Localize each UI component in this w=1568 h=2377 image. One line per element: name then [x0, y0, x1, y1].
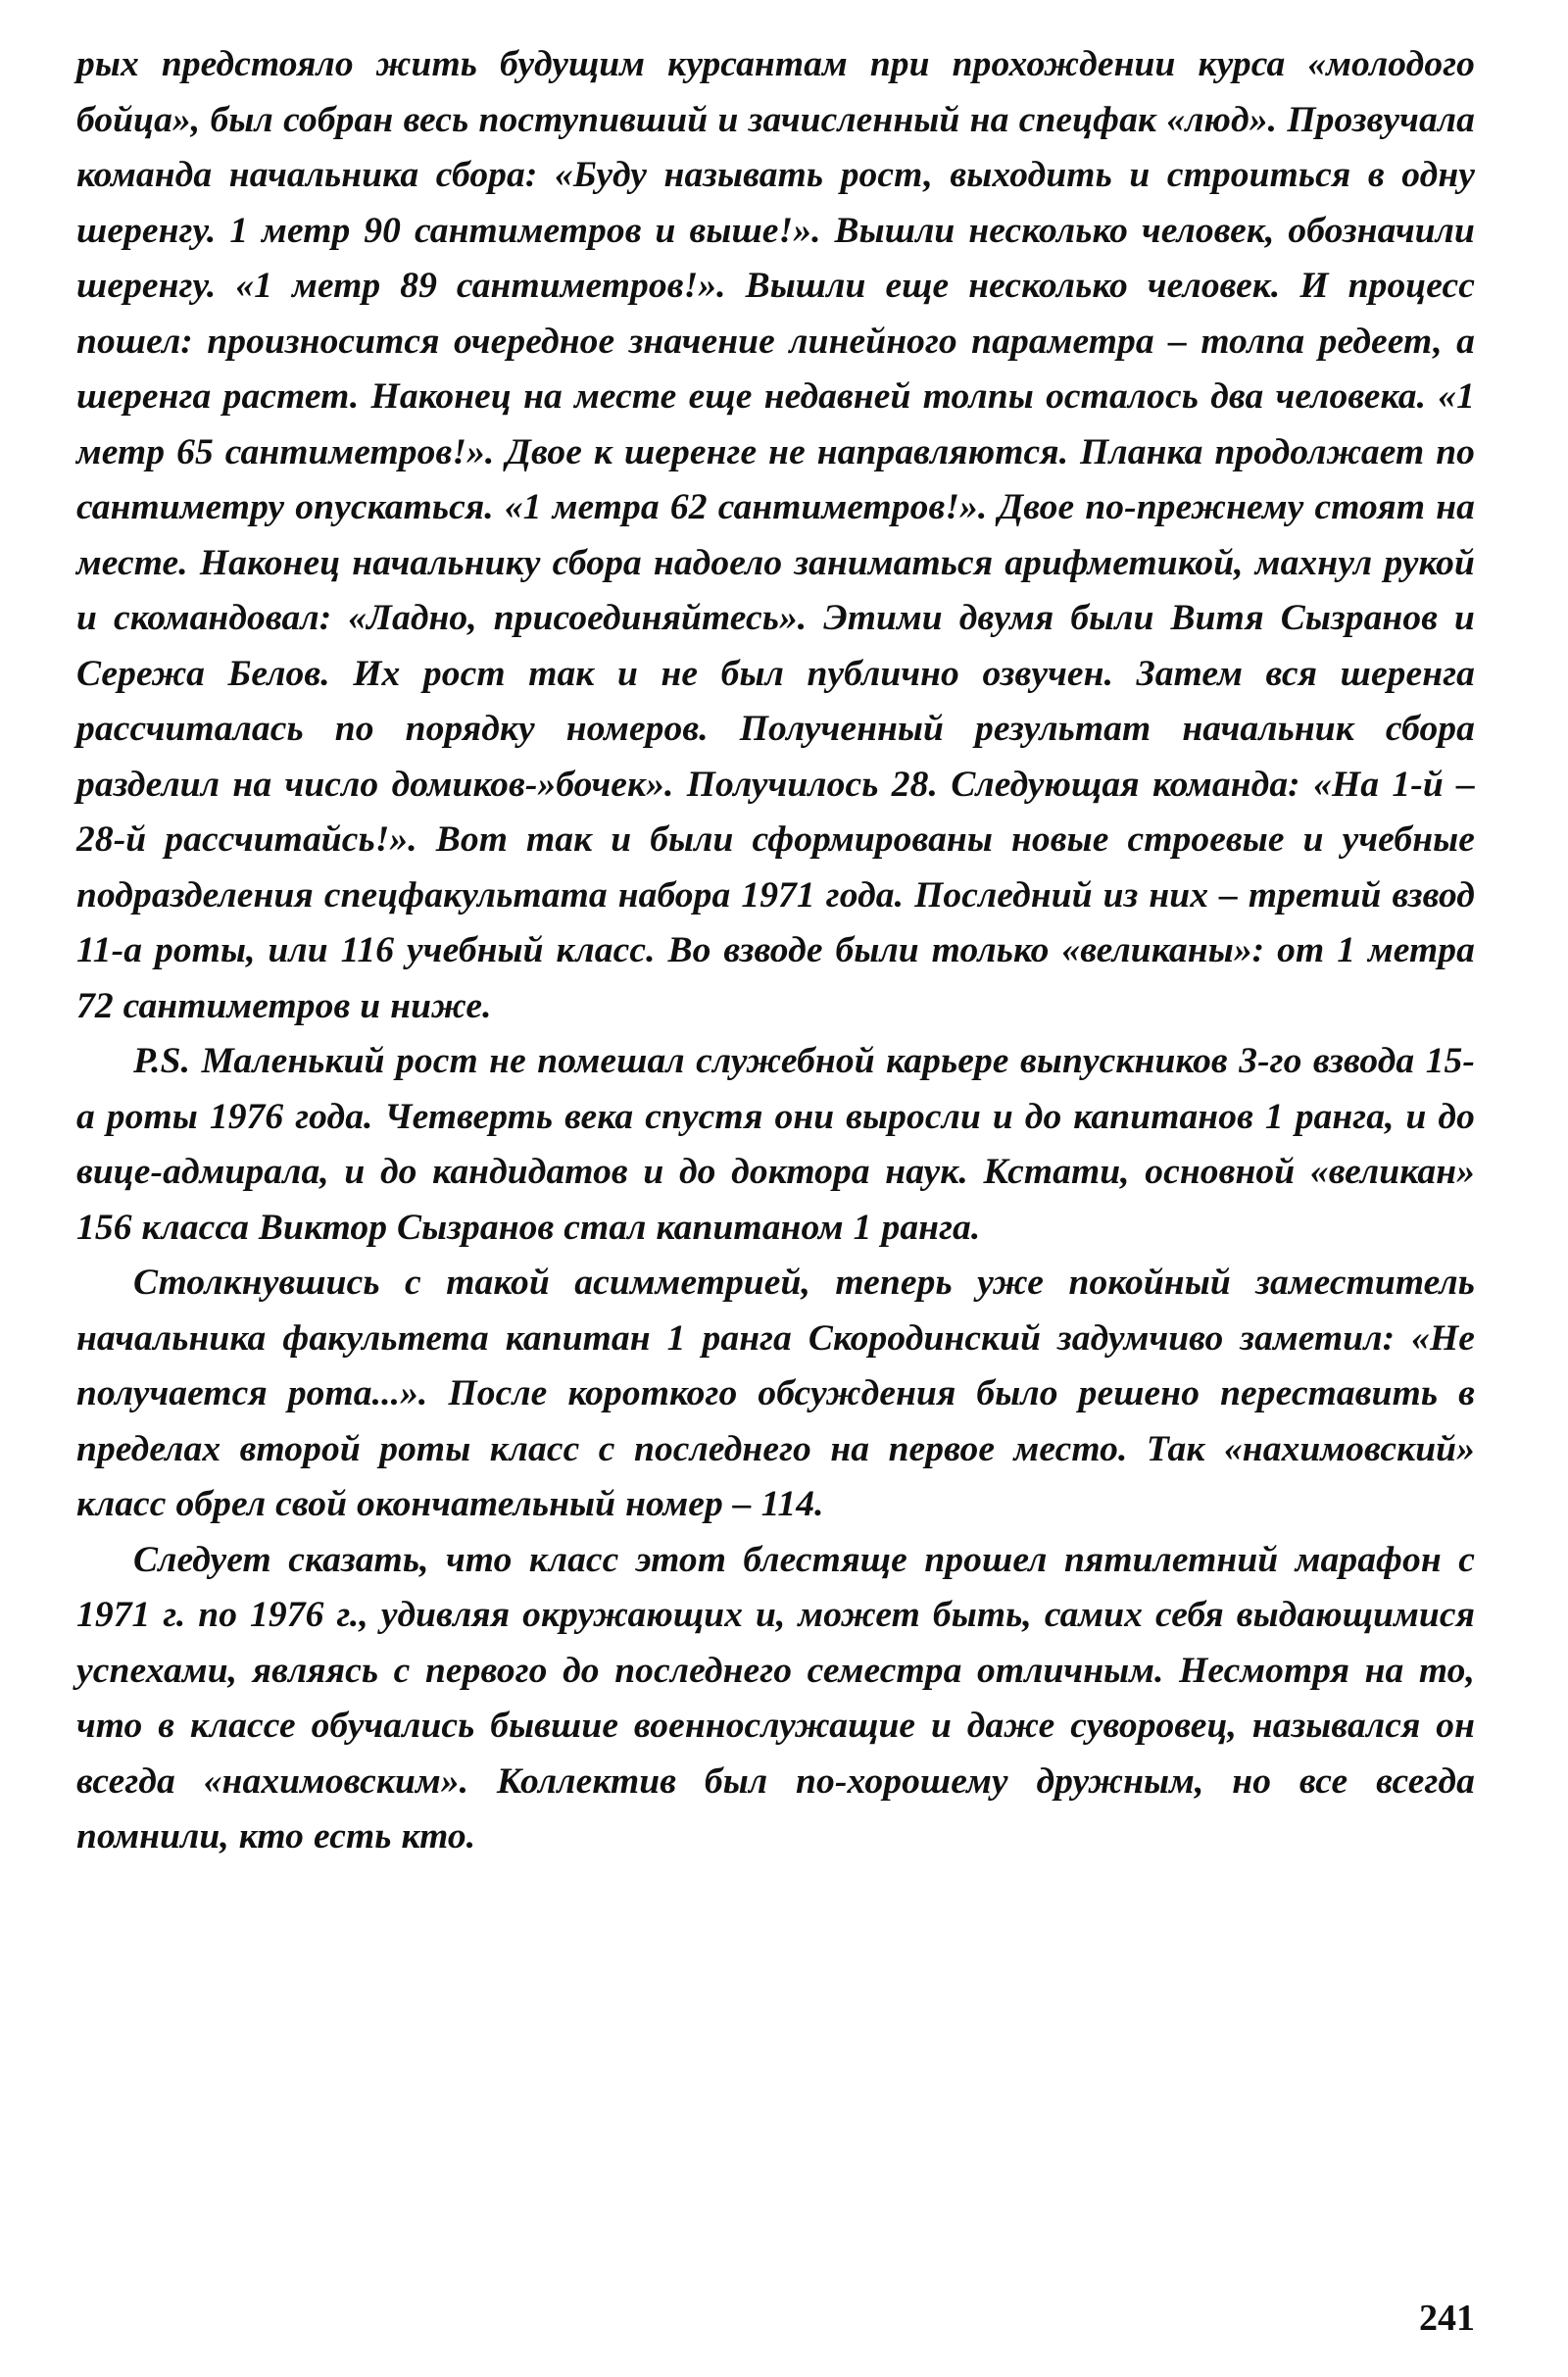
paragraph-3: Столкнувшись с такой асимметрией, теперь уже покойный заместитель начальника факультета капитан 1 ранга Скородинский задумчиво заметил: «Не получается рота...». После короткого обсуждения было решено переставить в пределах второй роты класс с последнего на первое место. Так «нахимовский» класс обрел свой окончательный номер – 114.	[76, 1263, 1475, 1524]
paragraph-2: P.S. Маленький рост не помешал служебной карьере выпускников 3-го взвода 15-а роты 1976 года. Четверть века спустя они выросли и до капитанов 1 ранга, и до вице-адмирала, и до кандидатов и до доктора наук. Кстати, основной «великан» 156 класса Виктор Сызранов стал капитаном 1 ранга.	[76, 1041, 1475, 1248]
page-number: 241	[1419, 2298, 1475, 2339]
paragraph-4: Следует сказать, что класс этот блестяще прошел пятилетний марафон с 1971 г. по 1976 г., удивляя окружающих и, может быть, самих себя выдающимися успехами, являясь с первого до последнего семестра отличным. Несмотря на то, что в классе обучались бывшие военнослужащие и даже суворовец, назывался он всегда «нахимовским». Коллектив был по-хорошему дружным, но все всегда помнили, кто есть кто.	[76, 1539, 1475, 1857]
page-body	[76, 37, 1475, 1865]
paragraph-1: рых предстояло жить будущим курсантам при прохождении курса «молодого бойца», был собран весь поступивший и зачисленный на спецфак «люд». Прозвучала команда начальника сбора: «Буду называть рост, выходить и строиться в одну шеренгу. 1 метр 90 сантиметров и выше!». Вышли несколько человек, обозначили шеренгу. «1 метр 89 сантиметров!». Вышли еще несколько человек. И процесс пошел: произносится очередное значение линейного параметра – толпа редеет, а шеренга растет. Наконец на месте еще недавней толпы осталось два человека. «1 метр 65 сантиметров!». Двое к шеренге не направляются. Планка продолжает по сантиметру опускаться. «1 метра 62 сантиметров!». Двое по-прежнему стоят на месте. Наконец начальнику сбора надоело заниматься арифметикой, махнул рукой и скомандовал: «Ладно, присоединяйтесь». Этими двумя были Витя Сызранов и Сережа Белов. Их рост так и не был публично озвучен. Затем вся шеренга рассчиталась по порядку номеров. Полученный результат начальник сбора разделил на число домиков-»бочек». Получилось 28. Следующая команда: «На 1-й – 28-й рассчитайсь!». Вот так и были сформированы новые строевые и учебные подразделения спецфакультата набора 1971 года. Последний из них – третий взвод 11-а роты, или 116 учебный класс. Во взводе были только «великаны»: от 1 метра 72 сантиметров и ниже.	[76, 44, 1475, 1026]
